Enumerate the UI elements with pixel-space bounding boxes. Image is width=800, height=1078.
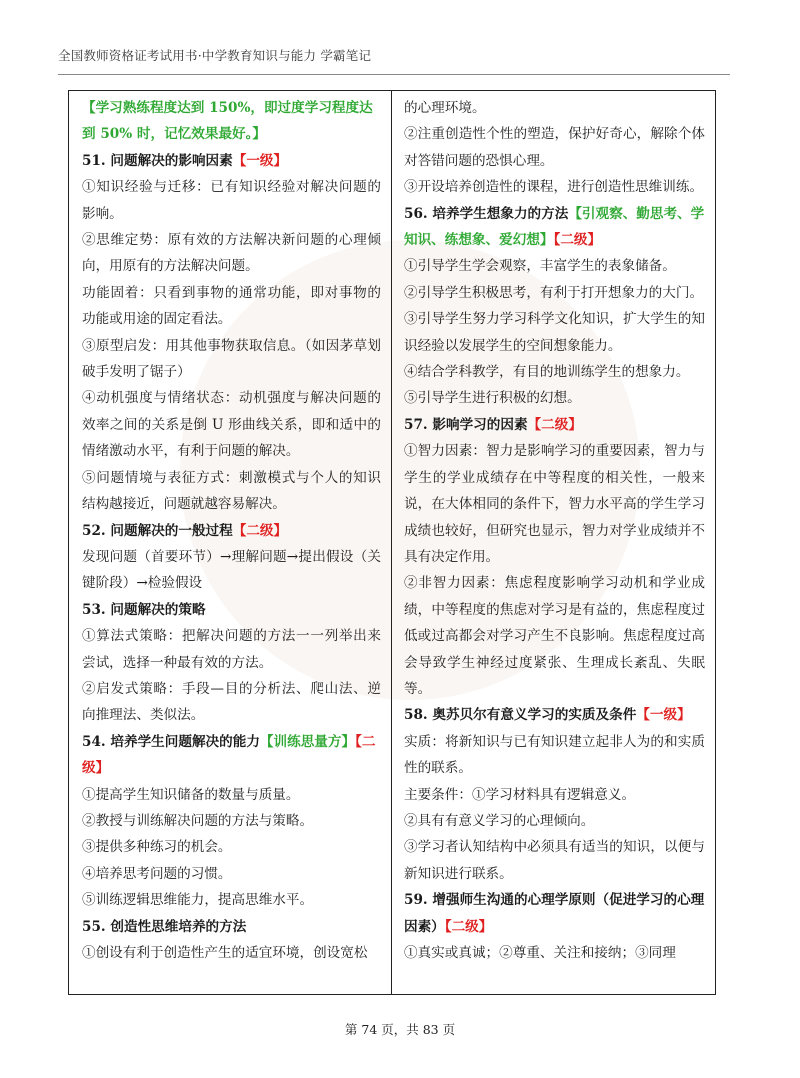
body-paragraph: ②启发式策略：手段—目的分析法、爬山法、逆向推理法、类似法。 [82,680,381,724]
body-paragraph: ⑤引导学生进行积极的幻想。 [404,390,581,407]
heading-text: 56. 培养学生想象力的方法 [404,205,569,222]
section-heading [82,148,381,174]
importance-level-tag: 【二级】 [553,232,602,249]
body-paragraph: ②注重创造性个性的塑造，保护好奇心，解除个体对答错问题的恐惧心理。 [404,126,705,169]
body-paragraph: ②非智力因素：焦虑程度影响学习动机和学业成绩，中等程度的焦虑对学习是有益的，焦虑程度过低或过高都会对学习产生不良影响。焦虑程度过高会导致学生神经过度紧张、生理成长紊乱、失眠等。 [404,575,705,697]
section-heading [404,887,705,940]
heading-text: 55. 创造性思维培养的方法 [82,918,247,935]
importance-level-tag: 【一级】 [232,152,288,169]
importance-level-tag: 【二级】 [82,733,376,777]
section-heading [82,729,381,782]
body-paragraph: 功能固着：只看到事物的通常功能，即对事物的功能或用途的固定看法。 [82,284,381,328]
mnemonic-tag: 【引观察、勤思考、学知识、练想象、爱幻想】 [404,205,705,249]
body-paragraph: 发现问题（首要环节）→理解问题→提出假设（关键阶段）→检验假设 [82,548,381,592]
body-paragraph: ①创设有利于创造性产生的适宜环境，创设宽松 [82,945,368,961]
heading-text: 52. 问题解决的一般过程 [82,522,233,539]
right-column [392,91,715,994]
body-paragraph: ①知识经验与迁移：已有知识经验对解决问题的影响。 [82,179,381,222]
body-paragraph: ②教授与训练解决问题的方法与策略。 [82,812,314,829]
section-heading [82,914,381,940]
body-paragraph: 的心理环境。 [404,100,486,116]
body-paragraph: ①智力因素：智力是影响学习的重要因素，智力与学生的学业成绩存在中等程度的相关性，一般来说，在大体相同的条件下，智力水平高的学生学习成绩也较好，但研究也显示，智力对学业成绩并不具有决定作用。 [404,443,705,565]
body-paragraph: ②具有有意义学习的心理倾向。 [404,812,595,829]
heading-text: 59. 增强师生沟通的心理学原则（促进学习的心理因素） [404,892,705,935]
body-paragraph: ④动机强度与情绪状态：动机强度与解决问题的效率之间的关系是倒 U 形曲线关系，即和适中的情绪激动水平，有利于问题的解决。 [82,390,381,460]
running-header: 全国教师资格证考试用书·中学教育知识与能力 学霸笔记 [58,48,372,63]
section-heading [404,201,705,254]
body-paragraph: ③开设培养创造性的课程，进行创造性思维训练。 [404,179,704,196]
heading-text: 53. 问题解决的策略 [82,601,206,618]
section-heading [82,518,381,544]
section-heading [404,702,705,728]
body-paragraph: ③提供多种练习的机会。 [82,839,232,856]
importance-level-tag: 【一级】 [636,707,691,724]
importance-level-tag: 【二级】 [444,918,493,935]
section-heading [82,597,381,623]
header-rule [58,74,730,75]
mnemonic-tag: 【训练思量方】 [259,733,356,750]
body-paragraph: ④结合学科教学，有目的地训练学生的想象力。 [404,364,690,381]
section-heading [404,412,705,438]
body-paragraph: 主要条件：①学习材料具有逻辑意义。 [404,786,636,803]
body-paragraph: ①真实或真诚；②尊重、关注和接纳；③同理 [404,945,676,961]
heading-text: 51. 问题解决的影响因素 [82,152,233,169]
left-column [69,91,392,994]
body-paragraph: ①提高学生知识储备的数量与质量。 [82,786,300,803]
page-number: 第 74 页，共 83 页 [344,1022,456,1037]
body-paragraph: ②引导学生积极思考，有利于打开想象力的大门。 [404,284,704,301]
body-paragraph: ③学习者认知结构中必须具有适当的知识，以便与新知识进行联系。 [404,839,705,882]
body-paragraph: 实质：将新知识与已有知识建立起非人为的和实质性的联系。 [404,733,705,777]
body-paragraph: ④培养思考问题的习惯。 [82,865,232,882]
memory-tip: 【学习熟练程度达到 150%，即过度学习程度达到 50% 时，记忆效果最好。】 [82,100,373,143]
importance-level-tag: 【二级】 [527,416,582,433]
heading-text: 58. 奥苏贝尔有意义学习的实质及条件 [404,707,637,724]
body-paragraph: ⑤训练逻辑思维能力，提高思维水平。 [82,892,314,909]
content-frame [68,90,716,995]
body-paragraph: ②思维定势：原有效的方法解决新问题的心理倾向，用原有的方法解决问题。 [82,232,381,275]
body-paragraph: ③原型启发：用其他事物获取信息。（如因茅草划破手发明了锯子） [82,337,381,381]
body-paragraph: ③引导学生努力学习科学文化知识，扩大学生的知识经验以发展学生的空间想象能力。 [404,311,705,354]
heading-text: 54. 培养学生问题解决的能力 [82,733,260,750]
heading-text: 57. 影响学习的因素 [404,416,528,433]
body-paragraph: ①引导学生学会观察，丰富学生的表象储备。 [404,258,676,275]
body-paragraph: ①算法式策略：把解决问题的方法一一列举出来尝试，选择一种最有效的方法。 [82,628,381,671]
body-paragraph: ⑤问题情境与表征方式：刺激模式与个人的知识结构越接近，问题就越容易解决。 [82,469,381,513]
importance-level-tag: 【二级】 [232,522,288,539]
